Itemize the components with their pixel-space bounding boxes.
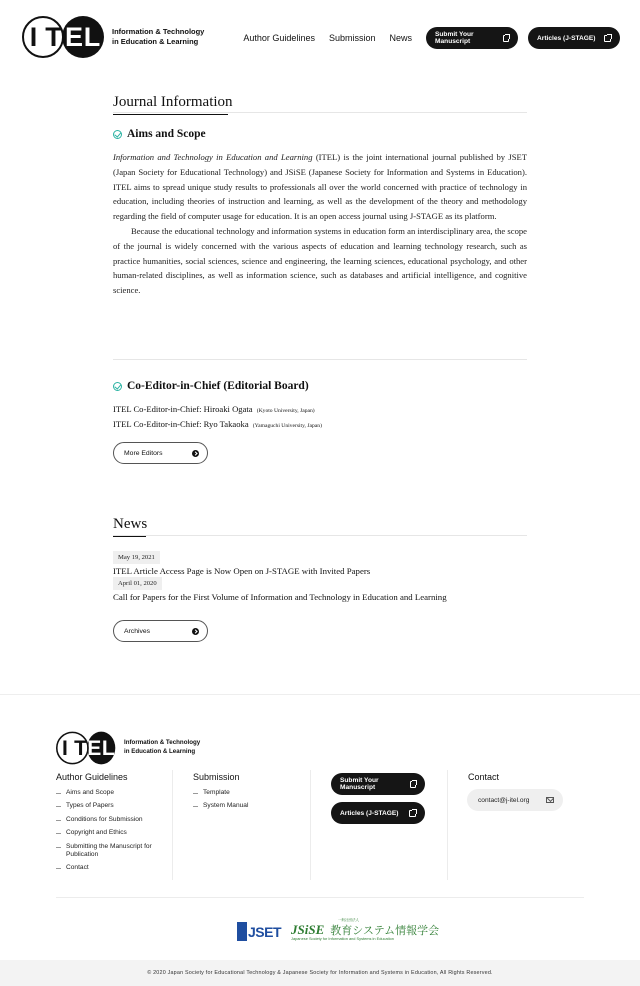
logo-letter-e: E: [87, 735, 102, 760]
logo-filled-circle: [87, 732, 115, 765]
footer-link-types-of-papers[interactable]: Types of Papers: [56, 802, 160, 810]
footer-contact-heading: Contact: [468, 772, 500, 782]
arrow-right-circle-icon: [192, 450, 199, 457]
check-circle-icon: [113, 130, 122, 139]
mail-icon: [546, 797, 554, 803]
copyright-text: © 2020 Japan Society for Educational Technology & Japanese Society for Information and Systems in Education, All Rights Reserved.: [147, 970, 493, 976]
footer-link-system-manual[interactable]: System Manual: [193, 802, 293, 810]
external-link-icon: [410, 781, 416, 788]
footer-submit-manuscript-button[interactable]: Submit Your Manuscript: [331, 773, 425, 795]
footer-author-guidelines-list: [56, 789, 160, 878]
news-date-badge: May 19, 2021: [113, 551, 160, 564]
footer-articles-jstage-button[interactable]: Articles (J-STAGE): [331, 802, 425, 824]
section-divider: [113, 359, 527, 360]
logo-letter-e: E: [65, 21, 84, 52]
news-title: News: [113, 516, 147, 533]
section-divider: [113, 535, 527, 536]
footer-column-divider: [310, 770, 311, 880]
submit-manuscript-button[interactable]: Submit Your Manuscript: [426, 27, 518, 49]
footer-column-divider: [172, 770, 173, 880]
news-date-badge: April 01, 2020: [113, 577, 162, 590]
footer-divider: [56, 897, 584, 898]
footer-submission-list: [193, 789, 293, 816]
logo-letter-l: L: [101, 735, 115, 760]
footer-submission-heading: Submission: [193, 772, 240, 782]
logo-letter-i: I: [29, 21, 39, 52]
footer-logo[interactable]: [56, 727, 200, 769]
logo-filled-circle: [62, 16, 104, 58]
external-link-icon: [604, 35, 611, 42]
logo-wordmark: Information & Technology in Education & Learning: [124, 739, 201, 755]
aims-scope-text: Information and Technology in Education and Learning (ITEL) is the joint international journal published by JSET (Japan Society for Educational Technology) and JSiSE (Japanese Society for Information and Systems in Education). ITEL aims to spread unique study results to professionals all over the world concerned with practice of technology in education, including theories of instruction and learning, as well as the development of the theory and methodology regarding the field of computer usage for education. It is an open access journal using J-STAGE as its platform. Because the educational technology and information systems in education form an interdisciplinary area, the scope of the journal is widely concerned with the various aspects of education and learning technology research, such as practice humanities, social sciences, science and engineering, the learning sciences, educational psychology, and other human-related disciplines, as well as information science, such as databases and artificial intelligence, and cognitive science.: [113, 152, 527, 296]
editor-takaoka: ITEL Co-Editor-in-Chief: Ryo Takaoka (Yamaguchi University, Japan): [113, 419, 322, 429]
copyright-bar: [0, 960, 640, 986]
nav-author-guidelines[interactable]: Author Guidelines: [243, 33, 315, 43]
footer-link-conditions[interactable]: Conditions for Submission: [56, 816, 160, 824]
logo-letter-i: I: [62, 735, 69, 760]
editors-heading: Co-Editor-in-Chief (Editorial Board): [113, 380, 309, 392]
logo-wordmark: Information & Technology in Education & Learning: [112, 26, 205, 46]
site-header: [0, 0, 640, 76]
footer-column-divider: [447, 770, 448, 880]
journal-information-title: Journal Information: [113, 94, 233, 111]
more-editors-button[interactable]: More Editors: [113, 442, 208, 464]
title-underline: [113, 114, 228, 116]
external-link-icon: [503, 35, 509, 42]
news-item-link[interactable]: ITEL Article Access Page is Now Open on J-STAGE with Invited Papers: [113, 566, 371, 576]
main-nav: [243, 27, 620, 49]
archives-button[interactable]: Archives: [113, 620, 208, 642]
section-divider: [113, 112, 527, 113]
logo-mark: [56, 732, 115, 765]
logo-letter-t: T: [45, 21, 63, 52]
nav-news[interactable]: News: [389, 33, 412, 43]
footer-link-submitting[interactable]: Submitting the Manuscript for Publication: [56, 843, 160, 859]
journal-title-italic: Information and Technology in Education and Learning: [113, 152, 313, 162]
articles-jstage-button[interactable]: Articles (J-STAGE): [528, 27, 620, 49]
footer-link-copyright-ethics[interactable]: Copyright and Ethics: [56, 829, 160, 837]
footer-author-guidelines-heading: Author Guidelines: [56, 772, 128, 782]
jset-logo[interactable]: JSET: [237, 922, 281, 941]
contact-email-button[interactable]: contact@j-itel.org: [467, 789, 563, 811]
footer-link-contact[interactable]: Contact: [56, 864, 160, 872]
footer-link-aims-scope[interactable]: Aims and Scope: [56, 789, 160, 797]
arrow-right-circle-icon: [192, 628, 199, 635]
aims-scope-heading: Aims and Scope: [113, 128, 206, 140]
editor-ogata: ITEL Co-Editor-in-Chief: Hiroaki Ogata (Kyoto University, Japan): [113, 404, 315, 414]
nav-submission[interactable]: Submission: [328, 33, 376, 43]
jset-mark: [237, 922, 247, 941]
logo-letter-l: L: [83, 21, 101, 52]
footer-link-template[interactable]: Template: [193, 789, 293, 797]
news-item-link[interactable]: Call for Papers for the First Volume of Information and Technology in Education and Learning: [113, 592, 447, 602]
external-link-icon: [409, 810, 416, 817]
logo-mark: [22, 16, 104, 58]
check-circle-icon: [113, 382, 122, 391]
footer-top-divider: [0, 694, 640, 695]
logo-letter-t: T: [74, 735, 88, 760]
site-logo[interactable]: [22, 16, 204, 58]
jsise-logo[interactable]: 一般社団法人 JSiSE 教育システム情報学会 Japanese Society for Information and Systems in Education: [291, 918, 440, 941]
